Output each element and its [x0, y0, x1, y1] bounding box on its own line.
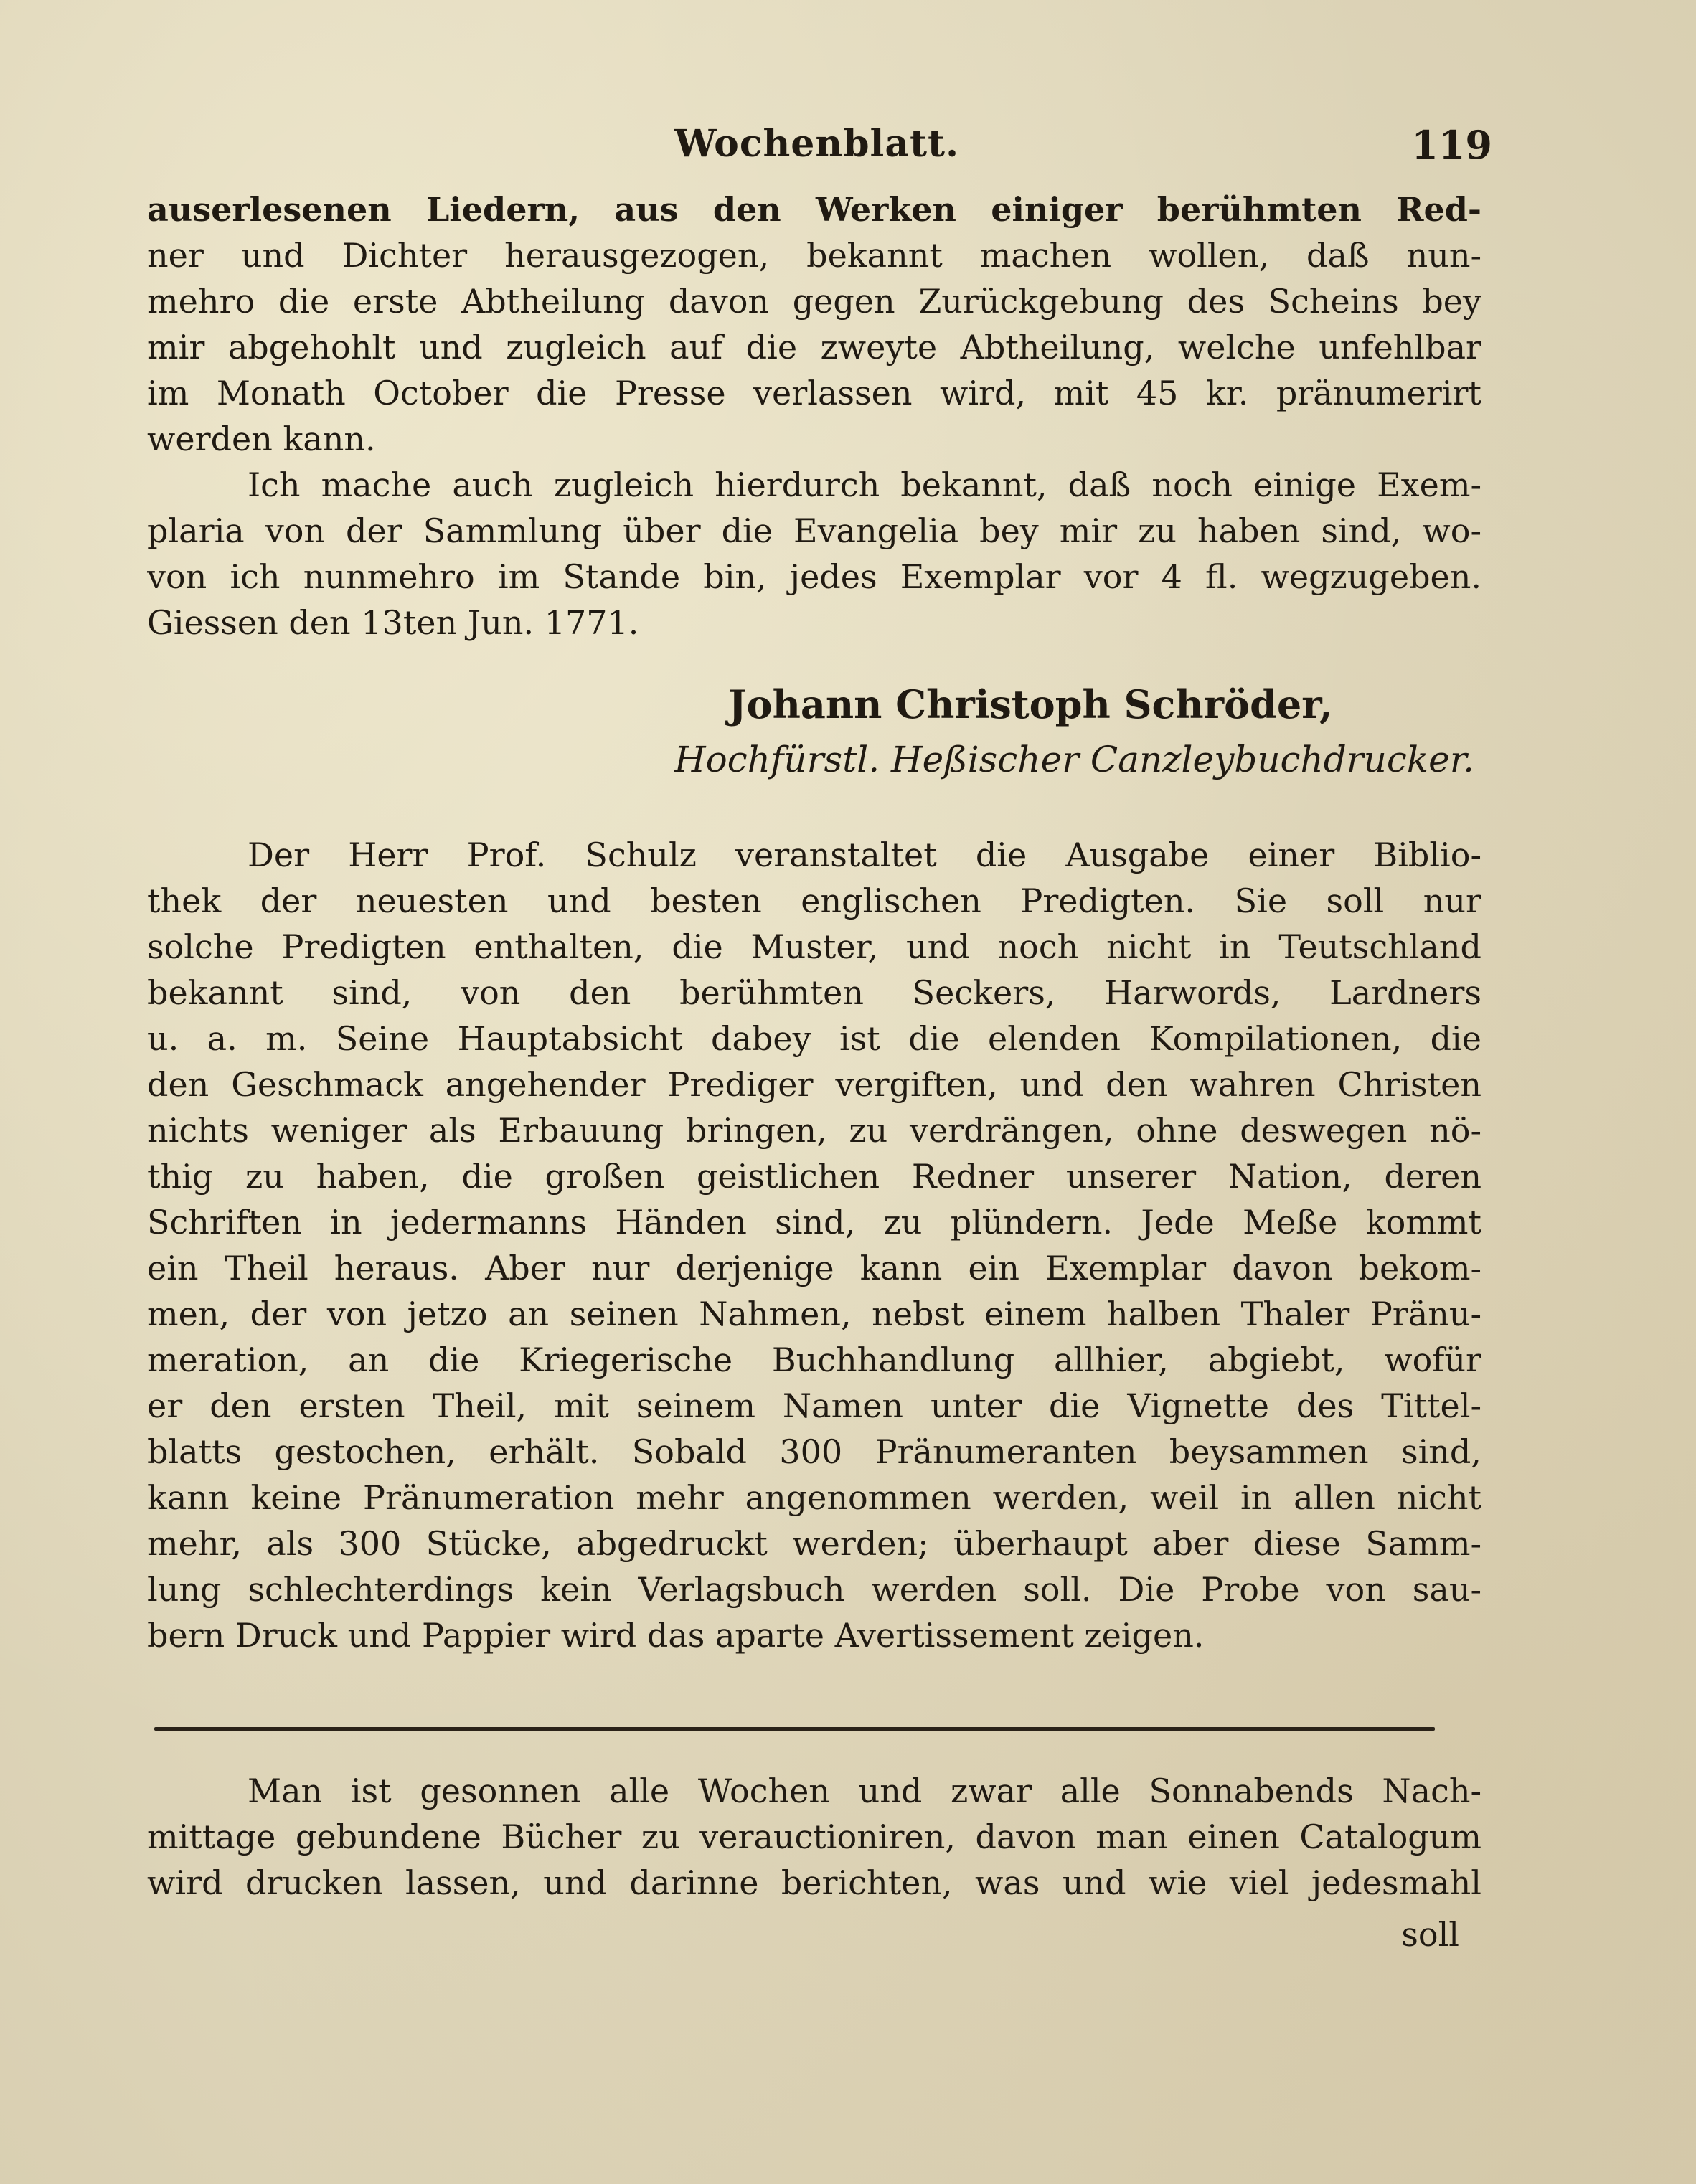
text-line: kann keine Pränumeration mehr angenommen werden, weil in allen nicht: [147, 1478, 1481, 1517]
page-number: 119: [1411, 122, 1492, 168]
running-title: Wochenblatt.: [674, 122, 960, 166]
text-line: thig zu haben, die großen geistlichen Redner unserer Nation, deren: [147, 1157, 1481, 1196]
text-line: blatts gestochen, erhält. Sobald 300 Pränumeranten beysammen sind,: [147, 1432, 1481, 1471]
page-header: [151, 122, 1492, 172]
text-line: ein Theil heraus. Aber nur derjenige kann ein Exemplar davon bekom-: [147, 1249, 1481, 1287]
text-line: thek der neuesten und besten englischen Predigten. Sie soll nur: [147, 881, 1481, 920]
text-line: mehro die erste Abtheilung davon gegen Zurückgebung des Scheins bey: [147, 282, 1481, 321]
text-line: Giessen den 13ten Jun. 1771.: [147, 603, 639, 642]
text-line: werden kann.: [147, 420, 376, 458]
text-line: er den ersten Theil, mit seinem Namen unter die Vignette des Tittel-: [147, 1386, 1481, 1425]
text-line: lung schlechterdings kein Verlagsbuch werden soll. Die Probe von sau-: [147, 1570, 1481, 1609]
text-line: bekannt sind, von den berühmten Seckers, Harwords, Lardners: [147, 973, 1481, 1012]
text-line: auserlesenen Liedern, aus den Werken einiger berühmten Red-: [147, 190, 1481, 229]
text-line: ner und Dichter herausgezogen, bekannt machen wollen, daß nun-: [147, 236, 1481, 275]
section-divider: [154, 1727, 1435, 1731]
text-line: mittage gebundene Bücher zu verauctioniren, davon man einen Catalogum: [147, 1817, 1481, 1856]
notice-2: [147, 832, 1481, 1658]
text-line: u. a. m. Seine Hauptabsicht dabey ist die elenden Kompilationen, die: [147, 1019, 1481, 1058]
signature-title: Hochfürstl. Heßischer Canzleybuchdrucker.: [674, 739, 1475, 780]
text-line: im Monath October die Presse verlassen wird, mit 45 kr. pränumerirt: [147, 374, 1481, 412]
text-line: mir abgehohlt und zugleich auf die zweyte Abtheilung, welche unfehlbar: [147, 328, 1481, 367]
notice-1: [147, 186, 1481, 646]
text-line: Schriften in jedermanns Händen sind, zu plündern. Jede Meße kommt: [147, 1203, 1481, 1242]
text-line: bern Druck und Pappier wird das aparte Avertissement zeigen.: [147, 1616, 1205, 1655]
catchword: soll: [1401, 1915, 1459, 1954]
text-line: nichts weniger als Erbauung bringen, zu verdrängen, ohne deswegen nö-: [147, 1111, 1481, 1150]
text-line: meration, an die Kriegerische Buchhandlung allhier, abgiebt, wofür: [147, 1341, 1481, 1379]
text-line: wird drucken lassen, und darinne berichten, was und wie viel jedesmahl: [147, 1863, 1481, 1902]
text-line: Der Herr Prof. Schulz veranstaltet die Ausgabe einer Biblio-: [248, 836, 1481, 874]
text-line: plaria von der Sammlung über die Evangelia bey mir zu haben sind, wo-: [147, 511, 1481, 550]
text-line: den Geschmack angehender Prediger vergiften, und den wahren Christen: [147, 1065, 1481, 1104]
text-line: Man ist gesonnen alle Wochen und zwar alle Sonnabends Nach-: [248, 1772, 1481, 1810]
text-line: solche Predigten enthalten, die Muster, und noch nicht in Teutschland: [147, 927, 1481, 966]
text-line: mehr, als 300 Stücke, abgedruckt werden; überhaupt aber diese Samm-: [147, 1524, 1481, 1563]
notice-3: [147, 1768, 1481, 1906]
text-line: von ich nunmehro im Stande bin, jedes Exemplar vor 4 fl. wegzugeben.: [147, 557, 1481, 596]
text-line: Ich mache auch zugleich hierdurch bekannt, daß noch einige Exem-: [248, 465, 1481, 504]
text-line: men, der von jetzo an seinen Nahmen, nebst einem halben Thaler Pränu-: [147, 1295, 1481, 1333]
signature-name: Johann Christoph Schröder,: [728, 681, 1333, 727]
